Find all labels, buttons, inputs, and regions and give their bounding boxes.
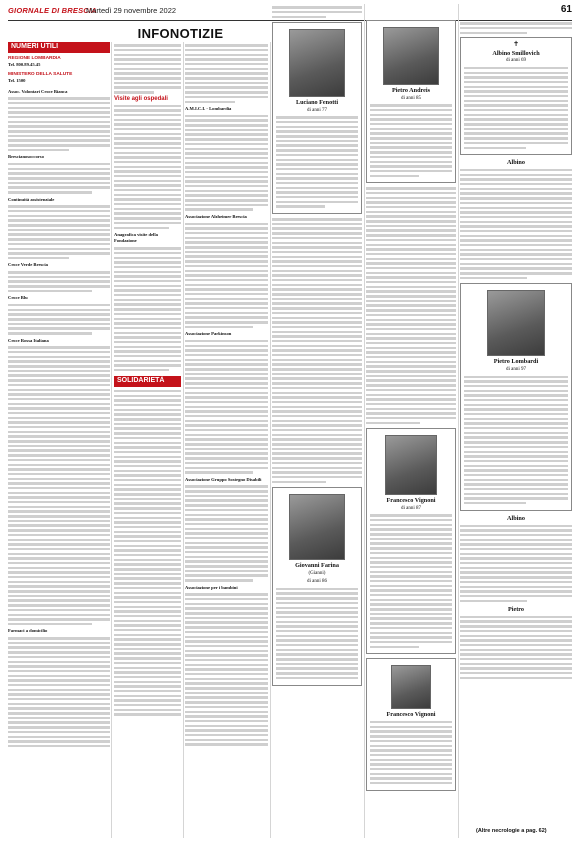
obituary-notice	[272, 487, 362, 686]
obituary-notice	[460, 37, 572, 155]
obituary-text	[460, 616, 572, 679]
portrait-photo	[391, 665, 431, 709]
deceased-name: Pietro	[507, 605, 525, 613]
more-obituaries-note: (Altre necrologie a pag. 62)	[476, 828, 547, 834]
obituary-notice	[272, 22, 362, 214]
entry-text	[114, 105, 181, 229]
entry-heading: Continuità assistenziale	[8, 196, 55, 202]
entry-heading: Brescianosoccorso	[8, 154, 44, 160]
entry-text	[8, 637, 110, 747]
page-title: INFONOTIZIE	[137, 26, 224, 41]
entry-text	[8, 304, 110, 335]
obituaries-column-3	[460, 20, 572, 838]
entry-heading: Croce Verde Brescia	[8, 262, 48, 268]
entry-text	[8, 346, 110, 625]
obituary-text	[370, 514, 452, 648]
entry-heading: Anagrafica visite della Fondazione	[114, 231, 158, 244]
deceased-name: Giovanni Farina	[295, 562, 339, 569]
ministry-phone: Tel. 1500	[8, 78, 26, 83]
deceased-name: Albino	[507, 159, 525, 167]
obituary-notice	[366, 428, 456, 654]
obituary-text	[272, 218, 362, 483]
column-divider	[183, 42, 184, 838]
deceased-name: Pietro Andreis	[391, 87, 431, 94]
portrait-photo	[385, 435, 437, 495]
newspaper-name: GIORNALE DI BRESCIA	[8, 6, 97, 15]
deceased-age: di anni 77	[307, 107, 327, 113]
entry-heading: Farmaci a domicilio	[8, 628, 48, 634]
obituary-notice	[366, 658, 456, 790]
obituary-notice	[460, 283, 572, 511]
entry-text	[185, 115, 268, 211]
deceased-nickname: (Gianni)	[308, 570, 326, 576]
entry-text	[114, 44, 181, 93]
portrait-photo	[289, 494, 345, 560]
column-divider	[111, 42, 112, 838]
entry-heading: Croce Blu	[8, 295, 28, 301]
section-solidarieta: SOLIDARIETÀ	[114, 376, 181, 387]
obituary-text	[464, 67, 568, 149]
obituary-text	[460, 525, 572, 602]
entry-text	[114, 390, 181, 716]
entry-text	[185, 340, 268, 474]
obituary-text	[276, 588, 358, 679]
portrait-photo	[383, 27, 439, 85]
deceased-age: di anni 86	[307, 579, 327, 584]
obituaries-column-2	[366, 20, 456, 838]
deceased-age: di anni 69	[506, 58, 526, 64]
obituary-text	[460, 169, 572, 279]
column-divider	[458, 4, 459, 838]
deceased-age: di anni 85	[401, 95, 421, 101]
entry-heading: Visite agli ospedali	[114, 95, 168, 102]
column-divider	[364, 4, 365, 838]
entry-text	[8, 205, 110, 259]
obituary-text	[370, 721, 452, 784]
entry-heading: Assoc. Volontari Croce Bianca	[8, 88, 68, 94]
obituary-text	[366, 187, 456, 424]
deceased-age: di anni 97	[506, 366, 526, 372]
deceased-name: Albino	[507, 514, 525, 522]
deceased-name: Albino Smillovich	[492, 49, 540, 57]
deceased-name: Luciano Fenotti	[295, 99, 339, 107]
obituary-text	[370, 104, 452, 177]
entry-heading: Associazione Gruppo Sostegno Disabili	[185, 476, 262, 482]
entry-heading: Associazione Alzheimer Brescia	[185, 213, 247, 219]
section-numeri-utili: NUMERI UTILI	[8, 42, 110, 53]
entry-text	[8, 163, 110, 194]
obituaries-column-1	[272, 4, 362, 838]
page-number: 61	[560, 4, 572, 15]
entry-text	[114, 247, 181, 371]
column-divider	[270, 42, 271, 838]
portrait-photo	[487, 290, 545, 356]
obituary-text	[460, 22, 572, 34]
hospital-visits-column	[114, 42, 181, 838]
ministry-label: MINISTERO DELLA SALUTE	[8, 71, 73, 77]
obituary-text	[272, 6, 362, 18]
entry-text	[185, 485, 268, 581]
entry-heading: Associazione Parkinson	[185, 331, 232, 337]
entry-text	[185, 223, 268, 329]
deceased-name: Francesco Vignoni	[386, 497, 436, 505]
entry-heading: A.M.I.C.I. - Lombardia	[185, 105, 232, 111]
entry-heading: Associazione per i bambini	[185, 584, 238, 590]
deceased-name: Francesco Vignoni	[386, 711, 436, 719]
issue-date: Martedì 29 novembre 2022	[86, 6, 177, 15]
latin-cross-icon: ✝	[513, 40, 519, 49]
deceased-age: di anni 87	[401, 505, 421, 511]
associations-column	[185, 42, 268, 838]
entry-text	[8, 271, 110, 292]
useful-numbers-column	[8, 42, 110, 838]
entry-text	[185, 44, 268, 103]
deceased-name: Pietro Lombardi	[493, 358, 539, 366]
entry-text	[185, 593, 268, 745]
region-label: REGIONE LOMBARDIA	[8, 55, 61, 61]
portrait-photo	[289, 29, 345, 97]
entry-heading: Croce Rossa Italiana	[8, 337, 49, 343]
obituary-text	[464, 376, 568, 505]
obituary-notice	[366, 20, 456, 183]
obituary-text	[276, 116, 358, 207]
entry-text	[8, 97, 110, 151]
region-phone: Tel. 800.89.45.45	[8, 62, 41, 67]
